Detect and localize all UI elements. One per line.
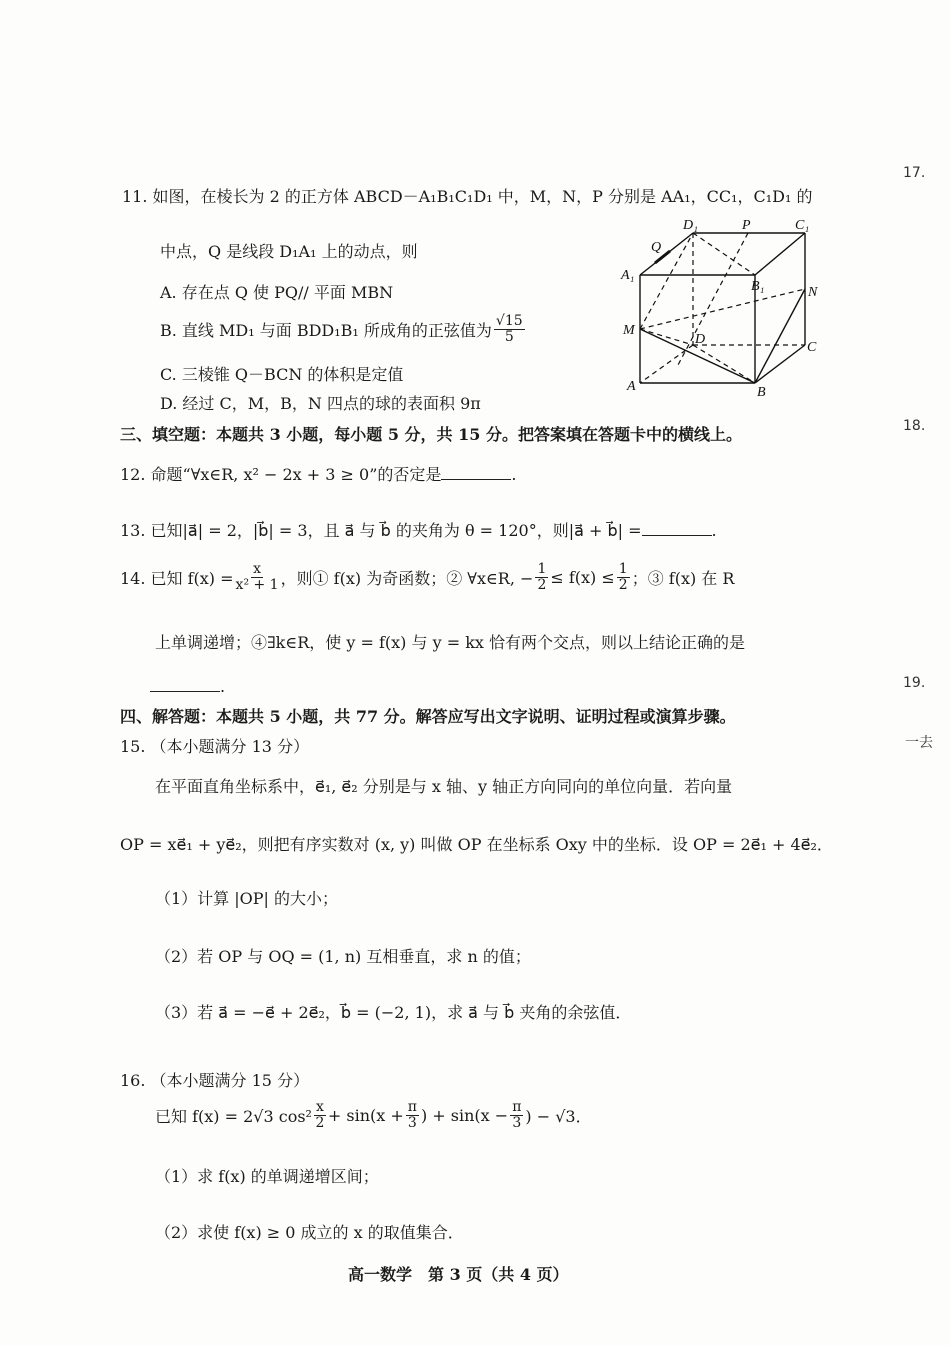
q11-option-c: C. 三棱锥 Q－BCN 的体积是定值	[160, 365, 404, 384]
section-3-heading: 三、填空题：本题共 3 小题，每小题 5 分，共 15 分。把答案填在答题卡中的横线上。	[120, 425, 742, 444]
cube-figure	[615, 215, 835, 400]
margin-fragment: 一去	[905, 735, 933, 751]
label-m: M	[623, 323, 635, 338]
q16-body-prefix: 已知 f(x) = 2√3 cos²	[155, 1106, 312, 1126]
label-d: D	[695, 332, 706, 347]
q11-option-a: A. 存在点 Q 使 PQ// 平面 MBN	[160, 283, 394, 302]
label-b1: B₁	[751, 279, 765, 294]
q16-x-over-2-num: x	[315, 1099, 324, 1115]
q11-option-b-numerator: √15	[495, 313, 523, 329]
q14-denominator: x² + 1	[235, 576, 279, 593]
q12	[120, 462, 516, 485]
q13	[120, 518, 717, 541]
q16-title: 16. （本小题满分 15 分）	[120, 1071, 310, 1090]
q14-mid: ，则① f(x) 为奇函数；② ∀x∈R, −	[280, 568, 534, 588]
q12-answer-blank	[441, 479, 511, 480]
page-footer: 高一数学 第 3 页（共 4 页）	[348, 1265, 569, 1284]
q16-tail: ) − √3．	[525, 1106, 592, 1126]
q16-part1: （1）求 f(x) 的单调递增区间；	[155, 1167, 379, 1186]
q14-suffix: ；③ f(x) 在 R	[631, 568, 735, 588]
q14-half-left	[535, 562, 548, 592]
q11-option-b-denominator: 5	[504, 328, 514, 345]
q13-end: .	[711, 521, 717, 540]
q14-answer-blank	[150, 691, 220, 692]
q12-end: .	[511, 465, 517, 484]
q14-end: .	[220, 677, 226, 696]
q13-answer-blank	[642, 535, 712, 536]
q14-half-right-den: 2	[618, 576, 628, 593]
q15-body1: 在平面直角坐标系中，e⃗₁, e⃗₂ 分别是与 x 轴、y 轴正方向同向的单位向量．若向量	[155, 777, 733, 796]
label-n: N	[808, 285, 818, 300]
q11-line1: 11. 如图，在棱长为 2 的正方体 ABCD－A₁B₁C₁D₁ 中，M，N，P 分别是 AA₁，CC₁，C₁D₁ 的	[122, 187, 813, 206]
margin-number-18: 18.	[903, 418, 926, 434]
q14-line2: 上单调递增；④∃k∈R，使 y = f(x) 与 y = kx 恰有两个交点，则以上结论正确的是	[155, 633, 745, 652]
q15-part3: （3）若 a⃗ = −e⃗ + 2e⃗₂，b⃗ = (−2, 1)，求 a⃗ 与 b⃗ 夹角的余弦值．	[155, 1003, 632, 1022]
q14-prefix: 14. 已知 f(x) =	[120, 568, 234, 588]
q14-numerator: x	[253, 561, 262, 577]
q14-half-left-num: 1	[537, 561, 547, 577]
q14-half-right	[617, 562, 630, 592]
q16-pi-over-3-a-den: 3	[407, 1114, 417, 1131]
q13-text: 13. 已知|a⃗| = 2，|b⃗| = 3，且 a⃗ 与 b⃗ 的夹角为 θ = 120°，则|a⃗ + b⃗| =	[120, 521, 642, 540]
q14-half-left-den: 2	[537, 576, 547, 593]
q11-option-b	[160, 314, 527, 344]
q11-option-b-fraction	[494, 314, 525, 344]
q16-part2: （2）求使 f(x) ≥ 0 成立的 x 的取值集合．	[155, 1223, 464, 1242]
q16-pi-over-3-b-num: π	[512, 1099, 522, 1115]
label-c: C	[807, 340, 817, 355]
label-d1: D₁	[683, 218, 698, 233]
q16-body	[155, 1100, 592, 1130]
q15-title: 15. （本小题满分 13 分）	[120, 737, 310, 756]
q14-line3	[150, 677, 225, 696]
q16-pi-over-3-b	[510, 1100, 523, 1130]
q15-body2: OP = xe⃗₁ + ye⃗₂，则把有序实数对 (x, y) 叫做 OP 在坐标系 Oxy 中的坐标．设 OP = 2e⃗₁ + 4e⃗₂．	[120, 835, 833, 854]
q11-line2: 中点，Q 是线段 D₁A₁ 上的动点，则	[160, 242, 418, 261]
q16-pi-over-3-b-den: 3	[512, 1114, 522, 1131]
q16-x-over-2-den: 2	[315, 1114, 325, 1131]
q14-mid2: ≤ f(x) ≤	[550, 567, 615, 587]
margin-number-17: 17.	[903, 165, 926, 181]
q11-option-b-text: B. 直线 MD₁ 与面 BDD₁B₁ 所成角的正弦值为	[160, 320, 492, 340]
label-c1: C₁	[795, 218, 810, 233]
q16-plus-sin1: + sin(x +	[327, 1105, 404, 1125]
q11-option-d: D. 经过 C，M，B，N 四点的球的表面积 9π	[160, 394, 481, 413]
q16-pi-over-3-a-num: π	[407, 1099, 417, 1115]
label-q: Q	[651, 240, 662, 255]
q14-half-right-num: 1	[618, 561, 628, 577]
label-b: B	[757, 385, 766, 400]
q14-line1	[120, 562, 734, 592]
q16-x-over-2	[314, 1100, 326, 1130]
q15-part1: （1）计算 |OP| 的大小；	[155, 889, 339, 908]
label-a1: A₁	[621, 268, 635, 283]
margin-number-19: 19.	[903, 675, 926, 691]
section-4-heading: 四、解答题：本题共 5 小题，共 77 分。解答应写出文字说明、证明过程或演算步骤。	[120, 707, 736, 726]
q16-pi-over-3-a	[406, 1100, 419, 1130]
label-a: A	[627, 379, 636, 394]
label-p: P	[742, 218, 751, 233]
q14-fraction	[236, 562, 279, 592]
q16-plus-sin2: ) + sin(x −	[420, 1105, 509, 1125]
q12-text: 12. 命题“∀x∈R, x² − 2x + 3 ≥ 0”的否定是	[120, 465, 442, 484]
q15-part2: （2）若 OP 与 OQ = (1, n) 互相垂直，求 n 的值；	[155, 947, 531, 966]
